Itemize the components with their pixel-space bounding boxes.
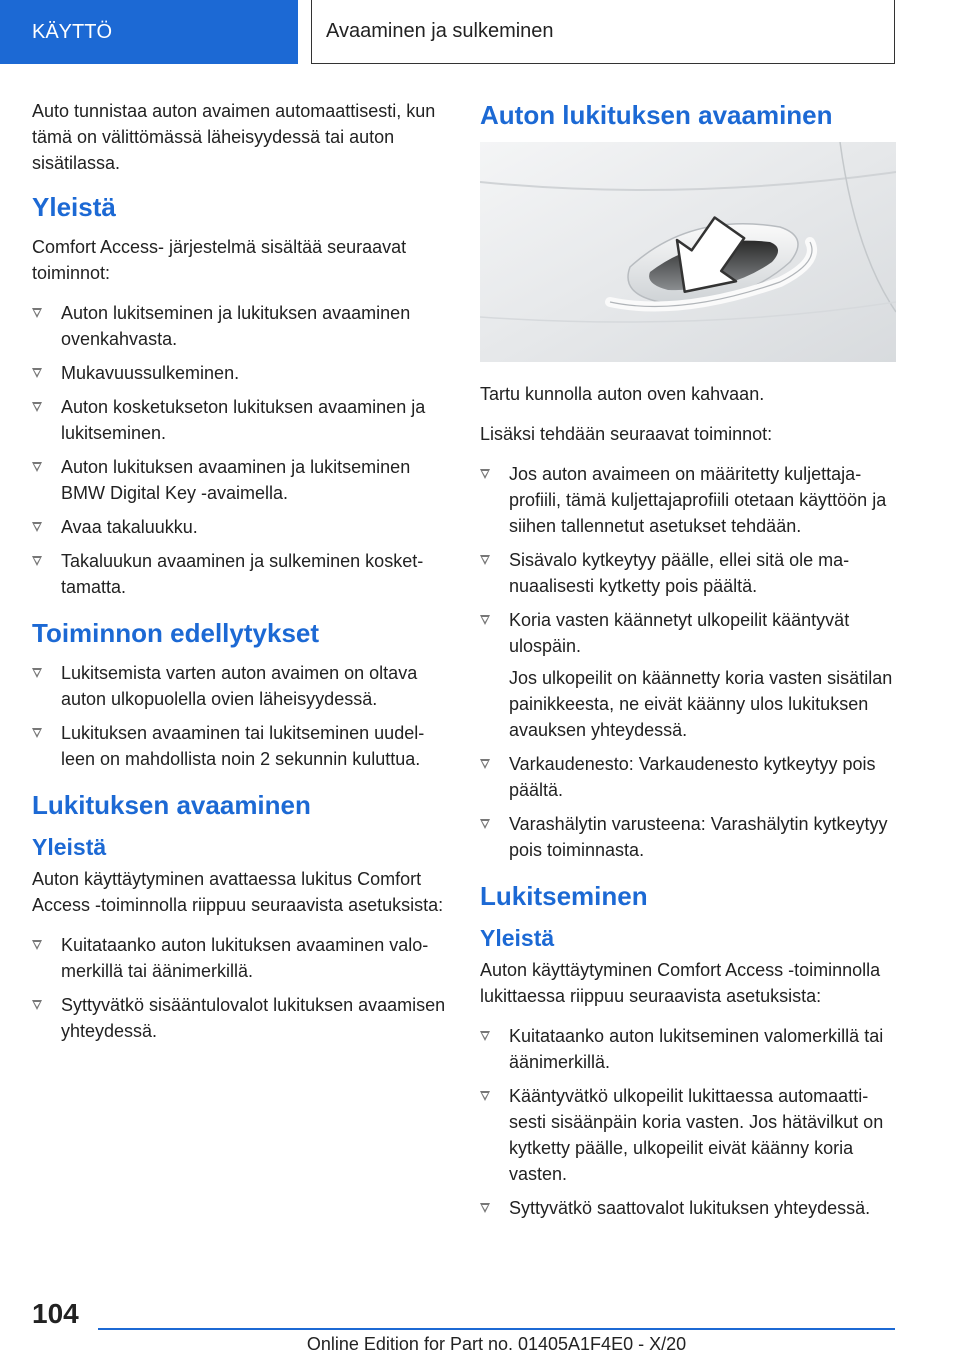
heading-unlocking: Lukituksen avaaminen	[32, 790, 311, 820]
list-item	[480, 461, 896, 539]
list-item	[480, 1083, 896, 1187]
heading-general: Yleistä	[32, 192, 116, 222]
general-text: Comfort Access- järjestelmä sisältää seuraavat toiminnot:	[32, 237, 407, 283]
bullet-triangle-icon	[480, 555, 490, 565]
list-item	[32, 932, 448, 984]
list-item-text: Mukavuussulkeminen.	[61, 363, 240, 383]
heading-unlock-car: Auton lukituksen avaaminen	[480, 100, 833, 130]
list-item	[480, 811, 896, 863]
bullet-triangle-icon	[480, 1031, 490, 1041]
left-column	[32, 98, 448, 1060]
list-item	[32, 300, 448, 352]
requirements-list	[32, 660, 448, 772]
list-item-text: Auton kosketukseton lukituksen avaaminen ja lukitseminen.	[61, 397, 426, 443]
list-item	[480, 1195, 896, 1221]
bullet-triangle-icon	[480, 1203, 490, 1213]
list-item-text: Kuitataanko auton lukitseminen valomerkillä tai äänimerkillä.	[509, 1026, 884, 1072]
bullet-triangle-icon	[32, 522, 42, 532]
general-list	[32, 300, 448, 600]
bullet-triangle-icon	[480, 819, 490, 829]
list-item	[480, 751, 896, 803]
section-tab	[0, 0, 298, 64]
heading-requirements: Toiminnon edellytykset	[32, 618, 320, 648]
list-item	[480, 607, 896, 743]
unlocking-text: Auton käyttäytyminen avattaessa lukitus Comfort Access -toiminnolla riippuu seuraavista asetuksista:	[32, 869, 444, 915]
list-item-text: Sisävalo kytkeytyy päälle, ellei sitä ole manuaalisesti kytketty pois päältä.	[509, 550, 850, 596]
list-item	[32, 720, 448, 772]
bullet-triangle-icon	[32, 402, 42, 412]
bullet-triangle-icon	[480, 615, 490, 625]
list-item-text: Lukitsemista varten auton avaimen on oltava auton ulkopuolella ovien läheisyydessä.	[61, 663, 418, 709]
list-item	[480, 1023, 896, 1075]
unlock-car-text: Lisäksi tehdään seuraavat toiminnot:	[480, 424, 773, 444]
bullet-triangle-icon	[32, 368, 42, 378]
list-item-text: Auton lukituksen avaaminen ja lukitseminen BMW Digital Key -avaimella.	[61, 457, 411, 503]
intro-paragraph: Auto tunnistaa auton avaimen automaattisesti, kun tämä on välittömässä läheisyydessä tai auton sisätilassa.	[32, 101, 436, 173]
list-item-text: Syttyvätkö saattovalot lukituksen yhteydessä.	[509, 1198, 871, 1218]
list-item-text: Varashälytin varusteena: Varashälytin kytkeytyy pois toiminnasta.	[509, 814, 888, 860]
bullet-triangle-icon	[32, 728, 42, 738]
bullet-triangle-icon	[480, 759, 490, 769]
list-item	[32, 394, 448, 446]
list-item-text: Kääntyvätkö ulkopeilit lukittaessa automaattisesti sisäänpäin koria vasten. Jos hätävilkut on kytketty päälle, ulkopeilit eivät käänny koria vasten.	[509, 1086, 884, 1184]
list-item-text: Jos auton avaimeen on määritetty kuljettajaprofiili, tämä kuljettajaprofiili otetaan käyttöön ja siihen tallennetut asetukset tehdään.	[509, 464, 887, 536]
page-number: 104	[32, 1298, 79, 1329]
bullet-triangle-icon	[32, 1000, 42, 1010]
list-item-text: Varkaudenesto: Varkaudenesto kytkeytyy pois päältä.	[509, 754, 876, 800]
unlocking-list	[32, 932, 448, 1044]
list-item-text: Avaa takaluukku.	[61, 517, 198, 537]
footer-edition: Online Edition for Part no. 01405A1F4E0 - X/20	[306, 1334, 687, 1354]
list-item-text: Lukituksen avaaminen tai lukitseminen uudelleen on mahdollista noin 2 sekunnin kuluttua.	[61, 723, 425, 769]
bullet-triangle-icon	[32, 462, 42, 472]
list-item-text: Koria vasten käännetyt ulkopeilit kääntyvät ulospäin.	[509, 610, 850, 656]
list-item-note: Jos ulkopeilit on käännetty koria vasten sisätilan painikkeesta, ne eivät käänny ulos lukituksen avauksen yhteydessä.	[509, 668, 893, 740]
footer-divider	[98, 1328, 895, 1330]
heading-locking: Lukitseminen	[480, 881, 648, 911]
chapter-title: Avaaminen ja sulkeminen	[326, 20, 554, 42]
list-item	[32, 454, 448, 506]
unlock-car-list	[480, 461, 896, 863]
list-item-text: Kuitataanko auton lukituksen avaaminen valomerkillä tai äänimerkillä.	[61, 935, 429, 981]
list-item	[32, 360, 448, 386]
list-item	[32, 660, 448, 712]
bullet-triangle-icon	[32, 668, 42, 678]
list-item	[32, 548, 448, 600]
list-item	[32, 514, 448, 540]
locking-list	[480, 1023, 896, 1221]
list-item-text: Auton lukitseminen ja lukituksen avaaminen ovenkahvasta.	[61, 303, 411, 349]
bullet-triangle-icon	[32, 308, 42, 318]
figure-caption: Tartu kunnolla auton oven kahvaan.	[480, 384, 765, 404]
list-item	[480, 547, 896, 599]
bullet-triangle-icon	[32, 940, 42, 950]
chapter-tab	[311, 0, 895, 64]
bullet-triangle-icon	[480, 1091, 490, 1101]
list-item-text: Syttyvätkö sisääntulovalot lukituksen avaamisen yhteydessä.	[61, 995, 446, 1041]
list-item-text: Takaluukun avaaminen ja sulkeminen koskettamatta.	[61, 551, 424, 597]
bullet-triangle-icon	[32, 556, 42, 566]
subheading-unlocking-general: Yleistä	[32, 834, 107, 860]
list-item	[32, 992, 448, 1044]
right-column	[480, 98, 896, 1237]
bullet-triangle-icon	[480, 469, 490, 479]
subheading-locking-general: Yleistä	[480, 925, 555, 951]
door-handle-illustration	[480, 142, 896, 362]
section-title: KÄYTTÖ	[32, 20, 113, 43]
locking-text: Auton käyttäytyminen Comfort Access -toiminnolla lukittaessa riippuu seuraavista asetuksista:	[480, 960, 881, 1006]
